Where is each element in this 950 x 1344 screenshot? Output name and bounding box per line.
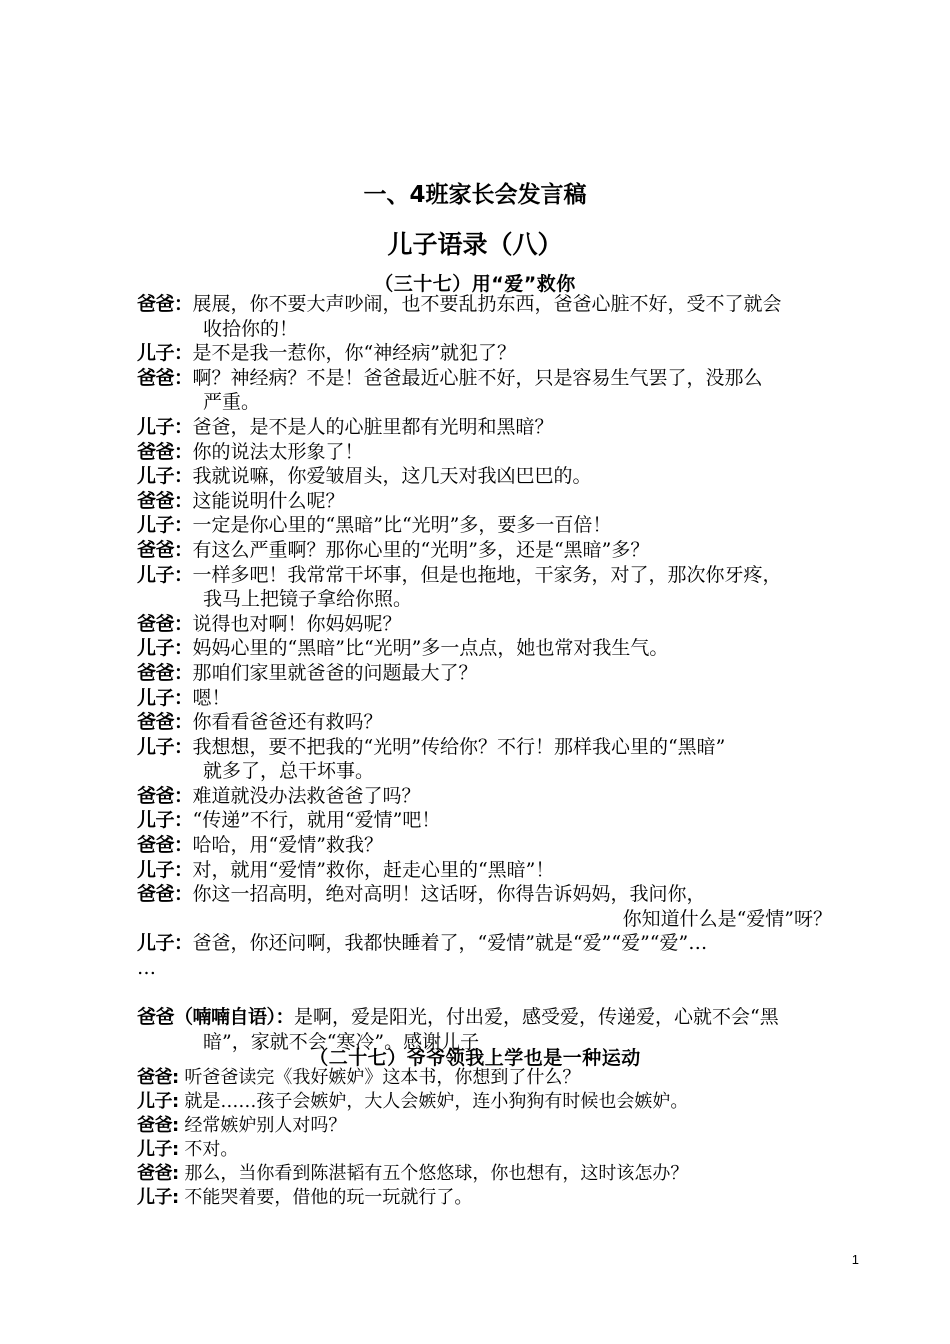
dialogue-text: 对，就用“爱情”救你，赶走心里的“黑暗”！ bbox=[192, 858, 555, 881]
dialogue-line bbox=[137, 489, 862, 514]
dialogue-line bbox=[137, 513, 862, 538]
dialogue-line bbox=[137, 808, 862, 833]
speaker-label: 儿子： bbox=[137, 415, 193, 438]
dialogue-line bbox=[137, 366, 862, 391]
dialogue-text: 不能哭着要，借他的玩一玩就行了。 bbox=[178, 1187, 473, 1209]
dialogue-line bbox=[137, 538, 862, 563]
dialogue-text: 是啊，爱是阳光，付出爱，感受爱，传递爱，心就不会“黑 bbox=[294, 1006, 779, 1029]
dialogue-line bbox=[137, 981, 862, 1006]
dialogue-line bbox=[137, 956, 862, 981]
dialogue-line bbox=[137, 440, 862, 465]
dialogue-line bbox=[137, 735, 862, 760]
speaker-label: 爸爸： bbox=[137, 834, 193, 857]
speaker-label: 儿子： bbox=[137, 342, 193, 365]
dialogue-text: 听爸爸读完《我好嫉妒》这本书，你想到了什么？ bbox=[178, 1067, 581, 1088]
speaker-label: 儿子: bbox=[137, 1091, 179, 1113]
dialogue-text: 就是……孩子会嫉妒，大人会嫉妒，连小狗狗有时候也会嫉妒。 bbox=[178, 1091, 689, 1113]
dialogue-text: 你看看爸爸还有救吗？ bbox=[192, 711, 383, 734]
speaker-label: 儿子： bbox=[137, 465, 193, 488]
dialogue-line bbox=[137, 292, 862, 317]
dialogue-line bbox=[137, 341, 862, 366]
dialogue-text: 说得也对啊！你妈妈呢？ bbox=[192, 612, 402, 635]
dialogue-line bbox=[137, 317, 862, 342]
dialogue-line bbox=[137, 587, 862, 612]
dialogue-text: 就多了，总干坏事。 bbox=[203, 760, 375, 783]
dialogue-text: 你知道什么是“爱情”呀？ bbox=[622, 907, 832, 930]
dialogue-line bbox=[137, 882, 862, 907]
dialogue-text: 一定是你心里的“黑暗”比“光明”多，要多一百倍！ bbox=[192, 514, 612, 537]
speaker-label: 爸爸: bbox=[137, 1163, 179, 1185]
speaker-label: 儿子： bbox=[137, 858, 193, 881]
dialogue-text: 是不是我一惹你，你“神经病”就犯了？ bbox=[192, 342, 516, 365]
dialogue-line bbox=[137, 636, 862, 661]
dialogue-line bbox=[137, 1005, 862, 1030]
dialogue-text: 爸爸，是不是人的心脏里都有光明和黑暗？ bbox=[192, 415, 554, 438]
dialogue-line bbox=[137, 1090, 862, 1114]
dialogue-line bbox=[137, 464, 862, 489]
speaker-label: 儿子: bbox=[137, 1187, 179, 1209]
dialogue-line bbox=[137, 415, 862, 440]
dialogue-line bbox=[137, 907, 862, 932]
dialogue-line bbox=[137, 1186, 862, 1210]
dialogue-text: 嗯！ bbox=[192, 686, 231, 709]
dialogue-text: 有这么严重啊？那你心里的“光明”多，还是“黑暗”多？ bbox=[192, 538, 650, 561]
dialogue-text: “传递”不行，就用“爱情”吧！ bbox=[192, 809, 441, 832]
dialogue-line bbox=[137, 1138, 862, 1162]
dialogue-line bbox=[137, 784, 862, 809]
dialogue-text: 哈哈，用“爱情”救我？ bbox=[192, 834, 383, 857]
dialogue-text: 收拾你的！ bbox=[203, 317, 299, 340]
speaker-label: 爸爸： bbox=[137, 784, 193, 807]
dialogue-text: 爸爸，你还问啊，我都快睡着了，“爱情”就是“爱”“爱”“爱”… bbox=[192, 932, 708, 955]
speaker-label: 爸爸： bbox=[137, 489, 193, 512]
dialogue-line bbox=[137, 1162, 862, 1186]
page-number: 1 bbox=[851, 1252, 859, 1267]
document-subtitle: 儿子语录（八） bbox=[387, 230, 563, 259]
section-heading: （二十七）爷爷领我上学也是一种运动 bbox=[309, 1047, 641, 1069]
dialogue-line bbox=[137, 612, 862, 637]
dialogue-line bbox=[137, 1066, 862, 1090]
speaker-label: 儿子： bbox=[137, 514, 193, 537]
speaker-label: 爸爸： bbox=[137, 612, 193, 635]
dialogue-text: … bbox=[137, 957, 156, 980]
dialogue-text: 你的说法太形象了！ bbox=[192, 440, 364, 463]
dialogue-line bbox=[137, 833, 862, 858]
speaker-label: 爸爸（喃喃自语）： bbox=[137, 1006, 295, 1029]
speaker-label: 爸爸： bbox=[137, 883, 193, 906]
dialogue-line bbox=[137, 858, 862, 883]
speaker-label: 爸爸： bbox=[137, 661, 193, 684]
dialogue-text: 严重。 bbox=[203, 391, 261, 414]
speaker-label: 儿子： bbox=[137, 563, 193, 586]
dialogue-text: 啊？神经病？不是！爸爸最近心脏不好，只是容易生气罢了，没那么 bbox=[192, 366, 763, 389]
speaker-label: 爸爸： bbox=[137, 711, 193, 734]
speaker-label: 儿子： bbox=[137, 686, 193, 709]
section-heading: （三十七）用“爱”救你 bbox=[374, 273, 576, 295]
dialogue-line bbox=[137, 661, 862, 686]
dialogue-block bbox=[137, 1066, 862, 1211]
dialogue-text: 一样多吧！我常常干坏事，但是也拖地，干家务，对了，那次你牙疼， bbox=[192, 563, 782, 586]
dialogue-text: 暗”，家就不会“寒冷”。感谢儿子 bbox=[203, 1030, 480, 1053]
dialogue-text: 难道就没办法救爸爸了吗？ bbox=[192, 784, 421, 807]
speaker-label: 爸爸： bbox=[137, 538, 193, 561]
dialogue-line bbox=[137, 686, 862, 711]
dialogue-line bbox=[137, 759, 862, 784]
dialogue-text: 不对。 bbox=[178, 1139, 239, 1161]
dialogue-text: 展展，你不要大声吵闹，也不要乱扔东西，爸爸心脏不好，受不了就会 bbox=[192, 293, 782, 315]
document-title: 一、4班家长会发言稿 bbox=[363, 182, 587, 208]
speaker-label: 爸爸： bbox=[137, 293, 193, 315]
dialogue-text: 我想想，要不把我的“光明”传给你？不行！那样我心里的“黑暗” bbox=[192, 735, 726, 758]
dialogue-text: 我马上把镜子拿给你照。 bbox=[203, 588, 413, 611]
dialogue-text: 妈妈心里的“黑暗”比“光明”多一点点，她也常对我生气。 bbox=[192, 637, 669, 660]
speaker-label: 儿子： bbox=[137, 932, 193, 955]
dialogue-text: 你这一招高明，绝对高明！这话呀，你得告诉妈妈，我问你， bbox=[192, 883, 706, 906]
dialogue-text: 经常嫉妒别人对吗？ bbox=[178, 1115, 347, 1137]
speaker-label: 儿子: bbox=[137, 1139, 179, 1161]
dialogue-text: 那咱们家里就爸爸的问题最大了？ bbox=[192, 661, 478, 684]
dialogue-text: 我就说嘛，你爱皱眉头，这几天对我凶巴巴的。 bbox=[192, 465, 592, 488]
dialogue-line bbox=[137, 710, 862, 735]
speaker-label: 爸爸： bbox=[137, 440, 193, 463]
dialogue-line bbox=[137, 1114, 862, 1138]
speaker-label: 儿子： bbox=[137, 809, 193, 832]
dialogue-text: 那么，当你看到陈湛韬有五个悠悠球，你也想有，这时该怎办？ bbox=[178, 1163, 689, 1185]
dialogue-line bbox=[137, 563, 862, 588]
dialogue-block bbox=[137, 292, 862, 1054]
speaker-label: 儿子： bbox=[137, 735, 193, 758]
dialogue-line bbox=[137, 931, 862, 956]
speaker-label: 爸爸： bbox=[137, 366, 193, 389]
dialogue-line bbox=[137, 390, 862, 415]
speaker-label: 儿子： bbox=[137, 637, 193, 660]
speaker-label: 爸爸: bbox=[137, 1067, 179, 1088]
speaker-label: 爸爸: bbox=[137, 1115, 179, 1137]
dialogue-text: 这能说明什么呢？ bbox=[192, 489, 345, 512]
